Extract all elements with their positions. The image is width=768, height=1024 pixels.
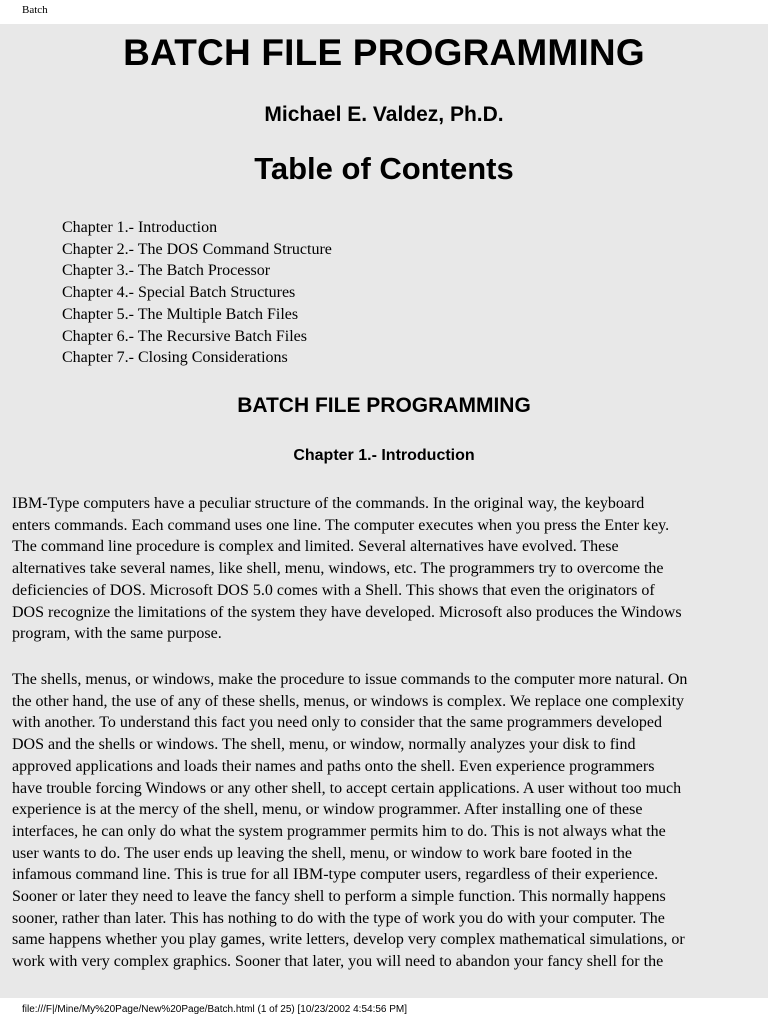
paragraph-line: same happens whether you play games, write letters, develop very complex mathematical simulations, or — [12, 931, 685, 949]
paragraph-line: The command line procedure is complex and limited. Several alternatives have evolved. These — [12, 538, 619, 556]
paragraph-line: DOS recognize the limitations of the system they have developed. Microsoft also produces the Windows — [12, 603, 682, 621]
paragraph-line: enters commands. Each command uses one line. The computer executes when you press the Enter key. — [12, 516, 670, 534]
paragraph-line: with another. To understand this fact you need only to consider that the same programmers developed — [12, 714, 662, 732]
document-title: BATCH FILE PROGRAMMING — [123, 32, 645, 73]
paragraph-line: The shells, menus, or windows, make the procedure to issue commands to the computer more natural. On — [12, 671, 688, 688]
paragraph-1 — [12, 493, 760, 645]
toc-item-chapter-7[interactable]: Chapter 7.- Closing Considerations — [62, 349, 288, 367]
paragraph-line: experience is at the mercy of the shell, menu, or window programmer. After installing one of these — [12, 801, 643, 819]
toc-item-chapter-1[interactable]: Chapter 1.- Introduction — [62, 219, 218, 236]
paragraph-line: work with very complex graphics. Sooner that later, you will need to abandon your fancy shell for the — [12, 953, 664, 971]
toc-item-chapter-5[interactable]: Chapter 5.- The Multiple Batch Files — [62, 305, 299, 323]
header-title: Batch — [22, 4, 48, 16]
paragraph-line: sooner, rather than later. This has nothing to do with the type of work you do with your computer. The — [12, 909, 665, 927]
paragraph-line: have trouble forcing Windows or any other shell, to accept certain applications. A user without too much — [12, 779, 682, 797]
paragraph-line: IBM-Type computers have a peculiar structure of the commands. In the original way, the keyboard — [12, 495, 645, 512]
chapter-title: Chapter 1.- Introduction — [293, 447, 475, 464]
paragraph-2 — [12, 669, 760, 973]
footer-url: file:///F|/Mine/My%20Page/New%20Page/Batch.html (1 of 25) [10/23/2002 4:54:56 PM] — [22, 1004, 408, 1015]
document-page — [0, 24, 768, 998]
page-header — [0, 0, 768, 24]
author-name: Michael E. Valdez, Ph.D. — [264, 103, 504, 126]
paragraph-line: approved applications and loads their names and paths onto the shell. Even experience programmers — [12, 757, 655, 775]
paragraph-line: program, with the same purpose. — [12, 625, 222, 643]
toc-item-chapter-3[interactable]: Chapter 3.- The Batch Processor — [62, 262, 271, 280]
paragraph-line: Sooner or later they need to leave the fancy shell to perform a simple function. This normally happens — [12, 888, 666, 906]
section-title: BATCH FILE PROGRAMMING — [237, 394, 531, 417]
page-footer — [0, 998, 768, 1024]
paragraph-line: user wants to do. The user ends up leaving the shell, menu, or window to work bare footed in the — [12, 844, 633, 862]
paragraph-line: the other hand, the use of any of these shells, menus, or windows is complex. We replace one complexity — [12, 692, 685, 710]
paragraph-line: deficiencies of DOS. Microsoft DOS 5.0 comes with a Shell. This shows that even the originators of — [12, 581, 655, 599]
paragraph-line: DOS and the shells or windows. The shell, menu, or window, normally analyzes your disk to find — [12, 736, 636, 754]
paragraph-line: alternatives take several names, like shell, menu, windows, etc. The programmers try to overcome the — [12, 560, 664, 578]
toc-title: Table of Contents — [254, 151, 514, 186]
toc-item-chapter-6[interactable]: Chapter 6.- The Recursive Batch Files — [62, 327, 307, 345]
toc-item-chapter-4[interactable]: Chapter 4.- Special Batch Structures — [62, 284, 296, 302]
toc-item-chapter-2[interactable]: Chapter 2.- The DOS Command Structure — [62, 240, 332, 258]
table-of-contents — [62, 217, 332, 369]
paragraph-line: infamous command line. This is true for all IBM-type computer users, regardless of their experience. — [12, 866, 659, 884]
paragraph-line: interfaces, he can only do what the system programmer permits him to do. This is not always what the — [12, 822, 666, 840]
